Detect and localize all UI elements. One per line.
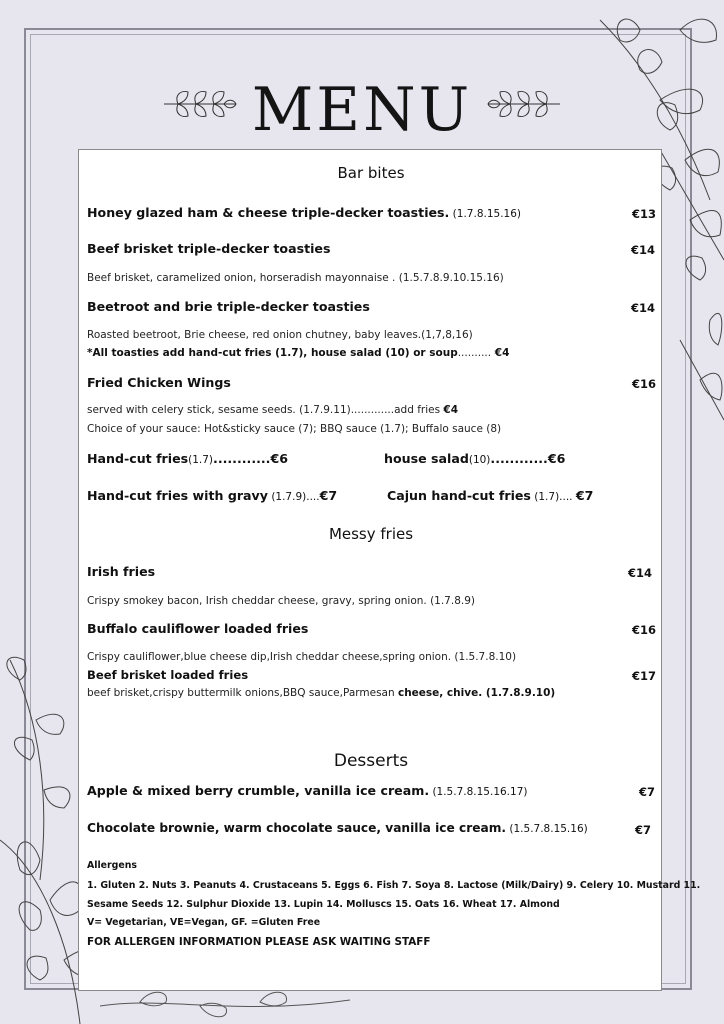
item-dots: ............ [490, 451, 548, 466]
item-description: Beef brisket, caramelized onion, horseradish mayonnaise . (1.5.7.8.9.10.15.16) [87, 272, 504, 284]
item-allergens: (1.7.9).... [267, 491, 320, 503]
item-price: €14 [631, 243, 656, 257]
item-allergens: (1.7.8.15.16) [449, 208, 521, 220]
item-allergens: (1.5.7.8.15.16.17) [429, 786, 528, 798]
brisket-desc-text: beef brisket,crispy buttermilk onions,BBQ sauce,Parmesan [87, 687, 398, 699]
item-price: €7 [575, 488, 594, 503]
item-allergens: (1.7).... [530, 491, 576, 503]
item-price: €16 [632, 377, 657, 391]
item-price: €6 [547, 451, 566, 466]
item-dots: ............ [213, 451, 271, 466]
menu-item-chocolate-brownie [87, 821, 588, 835]
item-allergens: (1.5.7.8.15.16) [506, 823, 588, 835]
menu-item-brisket-toastie: Beef brisket triple-decker toasties [87, 241, 331, 256]
menu-item-buffalo-cauliflower: Buffalo cauliflower loaded fries [87, 621, 309, 636]
item-description [87, 404, 458, 416]
menu-item-hand-cut-fries [87, 451, 288, 466]
menu-item-berry-crumble [87, 783, 527, 798]
menu-item-beetroot-toastie: Beetroot and brie triple-decker toasties [87, 299, 370, 314]
item-price: €16 [632, 623, 657, 637]
menu-item-brisket-loaded-fries: Beef brisket loaded fries [87, 668, 249, 682]
section-desserts-heading: Desserts [333, 751, 409, 771]
item-allergens: (10) [468, 454, 491, 466]
item-price: €14 [628, 566, 653, 580]
toastie-addon-note [87, 347, 509, 359]
sauce-choice-text: Choice of your sauce: Hot&sticky sauce (7); BBQ sauce (1.7); Buffalo sauce (8) [87, 423, 502, 435]
item-name: Hand-cut fries [87, 451, 189, 466]
menu-title: MENU [251, 75, 473, 145]
menu-item-house-salad [384, 451, 565, 466]
item-price: €7 [635, 823, 652, 837]
note-text: *All toasties add hand-cut fries (1.7), house salad (10) or soup [87, 347, 458, 359]
item-name: Apple & mixed berry crumble, vanilla ice cream. [87, 783, 430, 798]
wings-desc-text: served with celery stick, sesame seeds. (1.7.9.11).............add fries [87, 404, 444, 416]
item-allergens: (1.7) [188, 454, 214, 466]
item-name: Honey glazed ham & cheese triple-decker toasties. [87, 205, 450, 220]
item-price: €13 [632, 207, 657, 221]
note-dots: .......... [457, 347, 492, 359]
item-price: €7 [319, 488, 338, 503]
item-name: Cajun hand-cut fries [387, 488, 531, 503]
item-description: Roasted beetroot, Brie cheese, red onion chutney, baby leaves.(1,7,8,16) [87, 329, 473, 341]
item-price: €17 [632, 669, 657, 683]
menu-card [78, 149, 701, 991]
item-description: Crispy smokey bacon, Irish cheddar cheese, gravy, spring onion. (1.7.8.9) [87, 595, 475, 607]
menu-item-irish-fries: Irish fries [87, 564, 156, 579]
allergen-staff-notice: FOR ALLERGEN INFORMATION PLEASE ASK WAITING STAFF [87, 936, 431, 948]
item-price: €14 [631, 301, 656, 315]
allergens-list-line-2: Sesame Seeds 12. Sulphur Dioxide 13. Lupin 14. Molluscs 15. Oats 16. Wheat 17. Almond [87, 899, 560, 910]
item-name: Hand-cut fries with gravy [87, 488, 268, 503]
menu-item-cajun-fries [387, 488, 593, 503]
item-name: house salad [384, 451, 469, 466]
item-price: €6 [270, 451, 288, 466]
menu-item-fries-with-gravy [87, 488, 337, 503]
item-description: Crispy cauliflower,blue cheese dip,Irish cheddar cheese,spring onion. (1.5.7.8.10) [87, 651, 517, 663]
wings-addon-price: €4 [443, 404, 459, 416]
bottom-foliage-icon [100, 986, 360, 1024]
allergens-list-line-1: 1. Gluten 2. Nuts 3. Peanuts 4. Crustaceans 5. Eggs 6. Fish 7. Soya 8. Lactose (Milk/Dairy) 9. Celery 10. Mustard 11. [87, 880, 701, 891]
menu-item-ham-toastie [87, 205, 521, 220]
brisket-desc-bold: cheese, chive. (1.7.8.9.10) [397, 687, 556, 699]
note-price: €4 [491, 347, 510, 359]
section-bar-bites-heading: Bar bites [337, 164, 405, 182]
item-name: Chocolate brownie, warm chocolate sauce, vanilla ice cream. [87, 821, 507, 835]
section-messy-fries-heading: Messy fries [328, 525, 414, 543]
allergens-heading: Allergens [87, 860, 137, 871]
item-price: €7 [639, 785, 656, 799]
item-description [87, 687, 555, 699]
menu-item-chicken-wings: Fried Chicken Wings [87, 375, 231, 390]
dietary-legend: V= Vegetarian, VE=Vegan, GF. =Gluten Free [87, 917, 321, 928]
